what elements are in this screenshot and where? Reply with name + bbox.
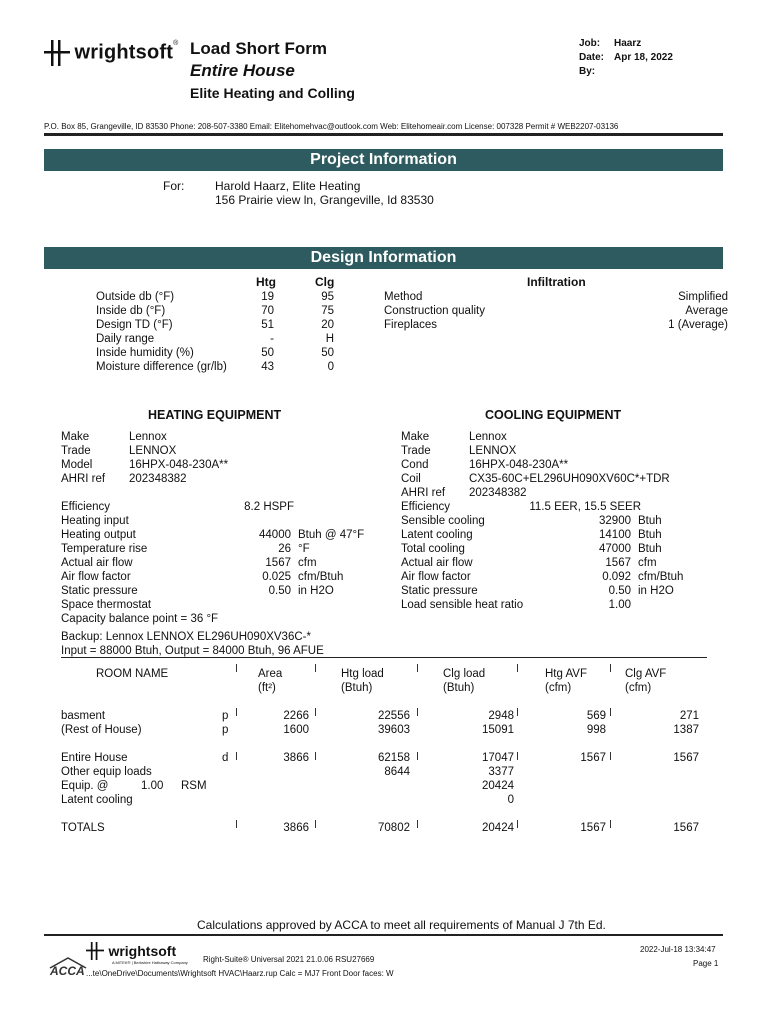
col-divider	[517, 708, 518, 716]
timestamp: 2022-Jul-18 13:34:47	[640, 945, 716, 954]
latent-cooling-clg: 0	[507, 794, 514, 806]
client-name: Harold Haarz, Elite Heating	[215, 179, 361, 193]
room-htg-avf: 998	[586, 724, 606, 736]
cooling-perf-unit: Btuh	[638, 529, 662, 541]
design-row	[96, 360, 366, 374]
cooling-perf-label: Sensible cooling	[401, 515, 485, 527]
heating-ident-label: Make	[61, 431, 90, 443]
equip-rsm-factor: 1.00	[141, 780, 164, 792]
col-divider	[610, 664, 611, 672]
design-row	[96, 304, 366, 318]
design-clg: 75	[321, 305, 334, 317]
cooling-perf-row	[401, 500, 721, 514]
heating-perf-row	[61, 612, 381, 626]
col-divider	[236, 820, 237, 828]
heating-perf-value: 44000	[259, 529, 291, 541]
heating-perf-label: Air flow factor	[61, 571, 131, 583]
col-divider	[517, 752, 518, 760]
heating-ident-label: Model	[61, 459, 93, 471]
cooling-perf-value: 0.50	[608, 585, 631, 597]
file-path: ...te\OneDrive\Documents\Wrightsoft HVAC\Haarz.rup Calc = MJ7 Front Door faces: W	[86, 969, 394, 978]
design-row	[96, 290, 366, 304]
job-label: Job:	[579, 38, 601, 49]
cooling-perf-label: Actual air flow	[401, 557, 473, 569]
heating-perf-unit: in H2O	[298, 585, 334, 597]
cooling-perf-label: Static pressure	[401, 585, 478, 597]
cooling-ident-row	[401, 458, 721, 472]
design-clg: 0	[327, 361, 334, 373]
cooling-ident-label: Coil	[401, 473, 421, 485]
entire-house-havf: 1567	[580, 752, 606, 764]
htg-header: Htg	[256, 275, 276, 289]
acca-logo	[48, 956, 88, 978]
col-clg-avf: Clg AVF	[625, 668, 667, 680]
design-row	[96, 318, 366, 332]
design-label: Moisture difference (gr/lb)	[96, 361, 227, 373]
heating-ident-label: AHRI ref	[61, 473, 106, 485]
col-divider	[236, 708, 237, 716]
equip-rsm-unit: RSM	[181, 780, 207, 792]
cooling-perf-row	[401, 528, 721, 542]
col-clg-load: Clg load	[443, 668, 486, 680]
infiltration-label: Method	[384, 291, 423, 303]
heating-equipment-title: HEATING EQUIPMENT	[148, 408, 282, 422]
totals-htg: 70802	[378, 822, 410, 834]
client-address: 156 Prairie view ln, Grangeville, Id 83530	[215, 193, 434, 207]
cooling-perf-value: 47000	[599, 543, 631, 555]
col-clg-load-unit: (Btuh)	[443, 682, 475, 694]
room-name: basment	[61, 710, 106, 722]
infiltration-row	[384, 318, 728, 332]
cooling-ident-value: 202348382	[469, 487, 527, 499]
project-info-band: Project Information	[44, 149, 723, 171]
col-divider	[610, 708, 611, 716]
cooling-ident-value: LENNOX	[469, 445, 517, 457]
col-divider	[610, 820, 611, 828]
col-divider	[417, 708, 418, 716]
heating-perf-value: 1567	[265, 557, 291, 569]
col-divider	[315, 664, 316, 672]
cooling-perf-row	[401, 584, 721, 598]
by-label: By:	[579, 66, 596, 77]
col-htg-avf: Htg AVF	[545, 668, 587, 680]
cooling-perf-row	[401, 570, 721, 584]
room-htg-avf: 569	[586, 710, 606, 722]
table-row	[61, 723, 707, 737]
footer-wrightsoft-logo	[86, 942, 176, 960]
infiltration-row	[384, 304, 728, 318]
capacity-balance: Capacity balance point = 36 °F	[61, 613, 219, 625]
acca-text: ACCA	[50, 964, 85, 978]
col-divider	[517, 820, 518, 828]
infiltration-label: Fireplaces	[384, 319, 438, 331]
totals-havf: 1567	[580, 822, 606, 834]
totals-cavf: 1567	[673, 822, 699, 834]
heating-efficiency-value: 8.2 HSPF	[244, 501, 294, 513]
col-area-unit: (ft²)	[258, 682, 276, 694]
design-clg: H	[325, 333, 334, 345]
cooling-ident-row	[401, 486, 721, 500]
for-label: For:	[163, 179, 185, 193]
table-row	[61, 779, 707, 793]
logo-text: wrightsoft	[74, 41, 174, 64]
col-divider	[315, 820, 316, 828]
heating-perf-label: Actual air flow	[61, 557, 133, 569]
col-clg-avf-unit: (cfm)	[625, 682, 652, 694]
room-htg-load: 39603	[378, 724, 410, 736]
infiltration-label: Construction quality	[384, 305, 485, 317]
approval-note: Calculations approved by ACCA to meet all requirements of Manual J 7th Ed.	[197, 918, 606, 932]
heating-ident	[61, 430, 361, 486]
design-clg: 20	[321, 319, 334, 331]
equip-rsm-name: Equip. @	[61, 780, 109, 792]
heating-perf-unit: cfm	[298, 557, 317, 569]
heating-efficiency-label: Efficiency	[61, 501, 111, 513]
design-row	[96, 332, 366, 346]
entire-house-htg: 62158	[378, 752, 410, 764]
col-area: Area	[258, 668, 283, 680]
heating-ident-value: LENNOX	[129, 445, 177, 457]
heating-perf-value: 0.50	[268, 585, 291, 597]
heating-perf-row	[61, 542, 381, 556]
room-clg-load: 15091	[482, 724, 514, 736]
heating-ident-row	[61, 430, 361, 444]
heating-ident-label: Trade	[61, 445, 91, 457]
heating-perf-value: 26	[278, 543, 291, 555]
heating-ident-value: 16HPX-048-230A**	[129, 459, 229, 471]
cooling-perf-value: 1567	[605, 557, 631, 569]
room-name: (Rest of House)	[61, 724, 142, 736]
heating-perf-unit: Btuh @ 47°F	[298, 529, 365, 541]
backup-line-2: Input = 88000 Btuh, Output = 84000 Btuh, 96 AFUE	[61, 645, 324, 657]
col-divider	[517, 664, 518, 672]
infiltration-value: Average	[685, 305, 728, 317]
design-info-band: Design Information	[44, 247, 723, 269]
design-htg: 43	[261, 361, 274, 373]
entire-house-cavf: 1567	[673, 752, 699, 764]
page-number: Page 1	[693, 959, 719, 968]
footer-logo-tagline: A MiTEK® | Berkshire Hathaway Company	[112, 960, 188, 965]
cooling-ident-row	[401, 430, 721, 444]
cooling-ident-value: Lennox	[469, 431, 507, 443]
col-divider	[417, 664, 418, 672]
heating-perf-row	[61, 556, 381, 570]
totals-clg: 20424	[482, 822, 514, 834]
table-row	[61, 765, 707, 779]
clg-header: Clg	[315, 275, 335, 289]
cooling-perf-label: Air flow factor	[401, 571, 471, 583]
heating-perf-row	[61, 598, 381, 612]
other-equip-name: Other equip loads	[61, 766, 152, 778]
design-label: Design TD (°F)	[96, 319, 173, 331]
wrightsoft-logo-icon	[44, 40, 70, 66]
cooling-perf-value: 14100	[599, 529, 631, 541]
cooling-efficiency-label: Efficiency	[401, 501, 451, 513]
cooling-ident-row	[401, 472, 721, 486]
design-htg: -	[270, 333, 274, 345]
cooling-perf	[401, 500, 721, 612]
cooling-ident-label: Trade	[401, 445, 431, 457]
room-clg-load: 2948	[488, 710, 514, 722]
table-row	[61, 793, 707, 807]
date-label: Date:	[579, 52, 605, 63]
cooling-ident-value: 16HPX-048-230A**	[469, 459, 569, 471]
design-clg: 50	[321, 347, 334, 359]
infiltration-row	[384, 290, 728, 304]
col-divider	[236, 752, 237, 760]
heating-perf-unit: °F	[298, 543, 310, 555]
totals-name: TOTALS	[61, 822, 105, 834]
contact-line: P.O. Box 85, Grangeville, ID 83530 Phone: 208-507-3380 Email: Elitehomehvac@outlook.com Web: Elitehomeair.com License: 007328 Permit # WEB2207-03136	[44, 122, 619, 131]
room-area: 2266	[283, 710, 309, 722]
room-flag: p	[222, 724, 229, 736]
cooling-perf-row	[401, 556, 721, 570]
heating-ident-row	[61, 472, 361, 486]
heating-ident-value: 202348382	[129, 473, 187, 485]
cooling-perf-label: Latent cooling	[401, 529, 473, 541]
design-label: Inside humidity (%)	[96, 347, 194, 359]
cooling-ident-label: Make	[401, 431, 430, 443]
header-divider	[44, 133, 723, 136]
job-value: Haarz	[614, 38, 642, 49]
heating-perf-value: 0.025	[262, 571, 291, 583]
entire-house-area: 3866	[283, 752, 309, 764]
cooling-perf-unit: cfm/Btuh	[638, 571, 684, 583]
heating-perf-row	[61, 528, 381, 542]
heating-input-label: Heating input	[61, 515, 129, 527]
space-thermostat: Space thermostat	[61, 599, 152, 611]
latent-cooling-name: Latent cooling	[61, 794, 133, 806]
equip-rsm-clg: 20424	[482, 780, 514, 792]
col-divider	[315, 752, 316, 760]
col-htg-load-unit: (Btuh)	[341, 682, 373, 694]
col-htg-avf-unit: (cfm)	[545, 682, 572, 694]
entire-house-name: Entire House	[61, 752, 128, 764]
cooling-ident-label: AHRI ref	[401, 487, 446, 499]
infiltration-table	[384, 290, 728, 332]
heating-perf-row	[61, 584, 381, 598]
cooling-perf-unit: in H2O	[638, 585, 674, 597]
heating-perf	[61, 500, 381, 626]
cooling-perf-row	[401, 514, 721, 528]
heating-perf-row	[61, 570, 381, 584]
room-clg-avf: 271	[679, 710, 699, 722]
product-version: Right-Suite® Universal 2021 21.0.06 RSU27669	[203, 955, 375, 964]
footer-divider	[44, 934, 723, 936]
room-table-top-rule	[61, 657, 707, 658]
col-divider	[417, 820, 418, 828]
room-area: 1600	[283, 724, 309, 736]
design-label: Outside db (°F)	[96, 291, 175, 303]
date-value: Apr 18, 2022	[614, 52, 673, 63]
design-htg: 70	[261, 305, 274, 317]
backup-line-1: Backup: Lennox LENNOX EL296UH090XV36C-*	[61, 631, 311, 643]
cooling-perf-value: 32900	[599, 515, 631, 527]
infiltration-value: 1 (Average)	[668, 319, 728, 331]
col-divider	[610, 752, 611, 760]
heating-perf-label: Temperature rise	[61, 543, 148, 555]
cooling-ident-value: CX35-60C+EL296UH090XV60C*+TDR	[469, 473, 670, 485]
company-name: Elite Heating and Colling	[190, 85, 355, 101]
cooling-perf-unit: cfm	[638, 557, 657, 569]
cooling-perf-unit: Btuh	[638, 543, 662, 555]
page-title: Load Short Form	[190, 39, 327, 58]
heating-ident-row	[61, 444, 361, 458]
col-divider	[236, 664, 237, 672]
heating-perf-unit: cfm/Btuh	[298, 571, 344, 583]
cooling-efficiency-value: 11.5 EER, 15.5 SEER	[529, 501, 641, 513]
other-equip-clg: 3377	[488, 766, 514, 778]
room-clg-avf: 1387	[673, 724, 699, 736]
cooling-perf-unit: Btuh	[638, 515, 662, 527]
design-htg: 19	[261, 291, 274, 303]
cooling-ident-row	[401, 444, 721, 458]
page-subtitle: Entire House	[190, 61, 295, 80]
heating-ident-row	[61, 458, 361, 472]
totals-area: 3866	[283, 822, 309, 834]
heating-ident-value: Lennox	[129, 431, 167, 443]
other-equip-htg: 8644	[384, 766, 410, 778]
entire-house-clg: 17047	[482, 752, 514, 764]
design-label: Daily range	[96, 333, 155, 345]
room-flag: p	[222, 710, 229, 722]
footer-wrightsoft-logo-icon	[86, 942, 104, 960]
heating-perf-label: Heating output	[61, 529, 136, 541]
heating-perf-label: Static pressure	[61, 585, 138, 597]
cooling-perf-label: Total cooling	[401, 543, 465, 555]
footer-logo-text: wrightsoft	[108, 943, 177, 959]
cooling-perf-value: 1.00	[608, 599, 631, 611]
design-htg: 51	[261, 319, 274, 331]
design-row	[96, 346, 366, 360]
room-htg-load: 22556	[378, 710, 410, 722]
cooling-perf-label: Load sensible heat ratio	[401, 599, 524, 611]
col-htg-load: Htg load	[341, 668, 384, 680]
cooling-equipment-title: COOLING EQUIPMENT	[485, 408, 622, 422]
col-divider	[417, 752, 418, 760]
wrightsoft-logo: wrightsoft®	[44, 40, 178, 66]
entire-house-flag: d	[222, 752, 229, 764]
cooling-perf-row	[401, 542, 721, 556]
cooling-perf-row	[401, 598, 721, 612]
col-room-name: ROOM NAME	[96, 668, 169, 680]
cooling-perf-value: 0.092	[602, 571, 631, 583]
heating-perf-row	[61, 500, 381, 514]
cooling-ident	[401, 430, 721, 500]
infiltration-value: Simplified	[678, 291, 728, 303]
col-divider	[315, 708, 316, 716]
design-htg: 50	[261, 347, 274, 359]
infiltration-header: Infiltration	[527, 275, 586, 289]
design-label: Inside db (°F)	[96, 305, 166, 317]
design-clg: 95	[321, 291, 334, 303]
cooling-ident-label: Cond	[401, 459, 429, 471]
design-table	[96, 290, 366, 374]
heating-perf-row	[61, 514, 381, 528]
